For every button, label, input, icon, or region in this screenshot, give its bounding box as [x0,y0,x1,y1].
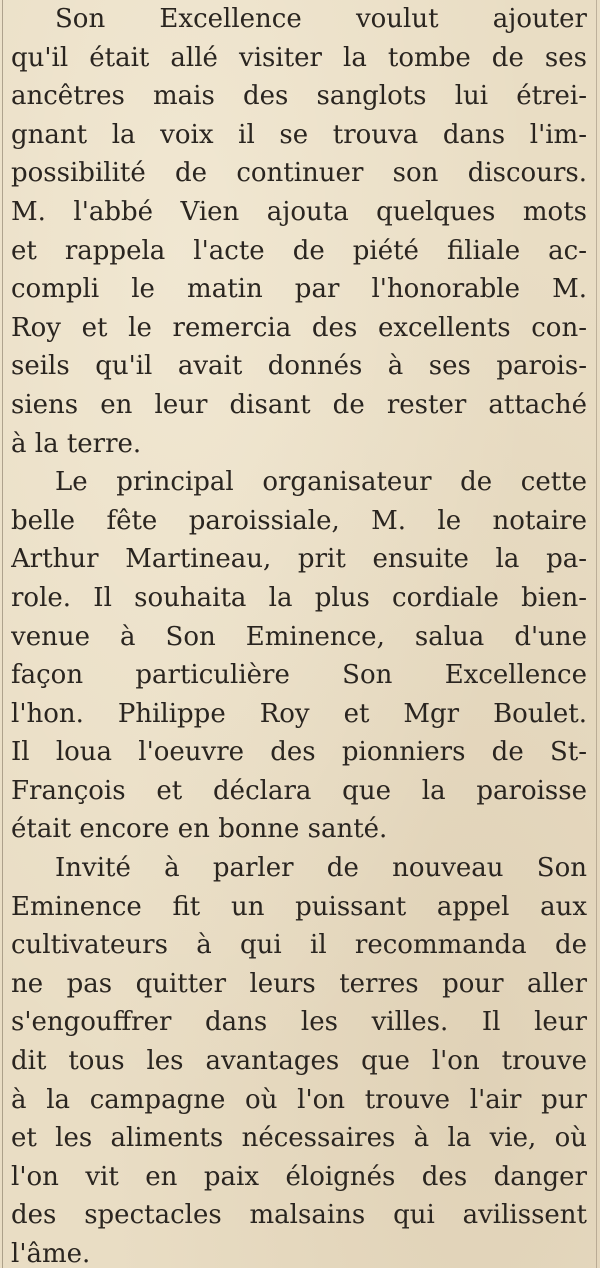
paragraph-1 [11,0,587,463]
text-line: Invité à parler de nouveau Son [55,853,587,884]
column-rule-right [596,0,597,1268]
text-line: qu'il était allé visiter la tombe de ses [11,42,587,73]
text-line: belle fête paroissiale, M. le notaire [11,505,587,536]
text-line: gnant la voix il se trouva dans l'im- [11,119,587,150]
text-line: Il loua l'oeuvre des pionniers de St- [11,737,587,768]
text-line: à la terre. [11,428,142,459]
text-line: Eminence fit un puissant appel aux [11,891,587,922]
text-line: l'on vit en paix éloignés des danger [11,1161,587,1192]
text-line: l'âme. [11,1239,91,1268]
text-line: Le principal organisateur de cette [55,467,587,498]
text-line: façon particulière Son Excellence [11,660,587,691]
text-line: cultivateurs à qui il recommanda de [11,930,587,961]
column-rule-left [2,0,3,1268]
text-line: siens en leur disant de rester attaché [11,389,587,420]
paragraph-3 [11,849,587,1268]
text-line: Arthur Martineau, prit ensuite la pa- [11,544,587,575]
text-line: Son Excellence voulut ajouter [55,4,587,34]
text-line: ancêtres mais des sanglots lui étrei- [11,81,587,112]
text-line: compli le matin par l'honorable M. [11,274,587,305]
text-line: des spectacles malsains qui avilissent [11,1200,587,1231]
text-line: Roy et le remercia des excellents con- [11,312,587,343]
text-line: l'hon. Philippe Roy et Mgr Boulet. [11,698,587,729]
text-line: était encore en bonne santé. [11,814,388,845]
text-line: venue à Son Eminence, salua d'une [11,621,587,652]
text-line: ne pas quitter leurs terres pour aller [11,968,587,999]
text-line: role. Il souhaita la plus cordiale bien- [11,582,587,613]
text-line: s'engouffrer dans les villes. Il leur [11,1007,587,1038]
text-line: François et déclara que la paroisse [11,775,587,806]
text-line: possibilité de continuer son discours. [11,158,587,189]
paragraph-2 [11,463,587,849]
text-line: et les aliments nécessaires à la vie, où [11,1123,587,1154]
text-line: M. l'abbé Vien ajouta quelques mots [11,196,587,227]
text-line: à la campagne où l'on trouve l'air pur [11,1084,587,1115]
text-line: et rappela l'acte de piété filiale ac- [11,235,587,266]
article-column [11,0,587,1268]
text-line: seils qu'il avait donnés à ses parois- [11,351,587,382]
text-line: dit tous les avantages que l'on trouve [11,1046,587,1077]
